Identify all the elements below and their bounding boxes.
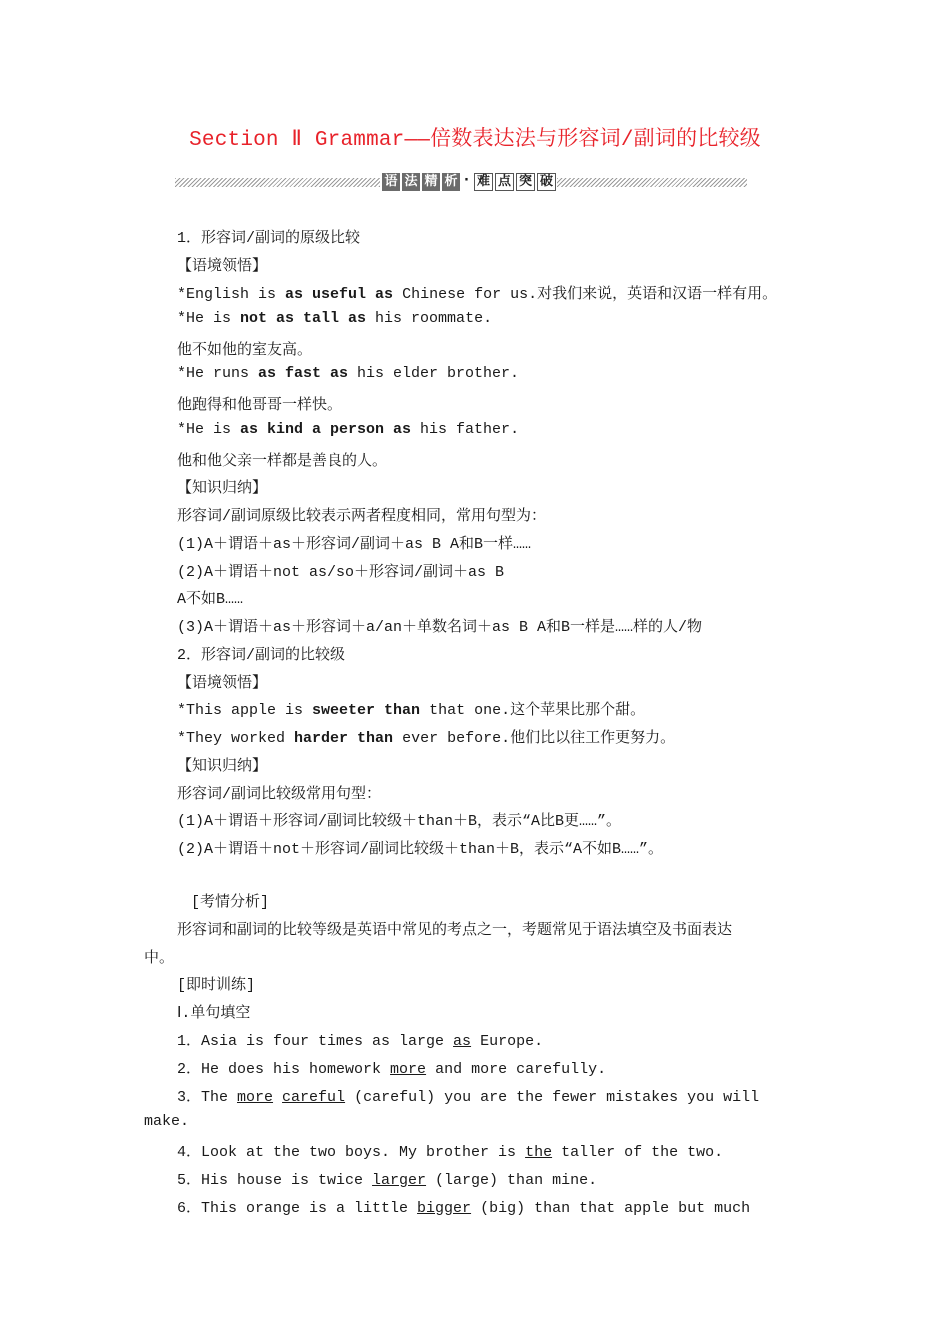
practice-part: Ⅰ.单句填空: [177, 1005, 251, 1022]
summary-text: 形容词/副词比较级常用句型：: [177, 786, 382, 803]
answer: as: [453, 1033, 472, 1050]
section-heading: 1．形容词/副词的原级比较: [177, 230, 361, 247]
example-sentence: *He runs as fast as his elder brother.: [177, 365, 520, 382]
summary-label: 【知识归纳】: [177, 480, 268, 497]
section-banner: [175, 172, 747, 194]
practice-label: [即时训练]: [177, 977, 256, 994]
tag-char: 析: [442, 173, 460, 191]
example-sentence: *He is not as tall as his roommate.: [177, 310, 493, 327]
example-sentence: *English is as useful as Chinese for us.对我们来说，英语和汉语一样有用。: [177, 286, 778, 303]
question: 5．His house is twice larger (large) than mine.: [177, 1172, 598, 1189]
example-sentence: *This apple is sweeter than that one.这个苹果比那个甜。: [177, 702, 646, 719]
tag-char: 突: [516, 173, 535, 191]
pattern: (1)A＋谓语＋形容词/副词比较级＋than＋B，表示“A比B更……”。: [177, 813, 622, 830]
pattern: (3)A＋谓语＋as＋形容词＋a/an＋单数名词＋as B A和B一样是……样的人/物: [177, 619, 703, 636]
banner-separator: ·: [464, 173, 469, 188]
tag-char: 语: [382, 173, 400, 191]
answer: bigger: [417, 1200, 472, 1217]
pattern: (1)A＋谓语＋as＋形容词/副词＋as B A和B一样……: [177, 536, 532, 553]
analysis-label: [考情分析]: [191, 894, 270, 911]
tag-char: 破: [537, 173, 556, 191]
banner-hatch-right: [557, 178, 747, 187]
example-sentence: *He is as kind a person as his father.: [177, 421, 520, 438]
tag-char: 点: [495, 173, 514, 191]
example-translation: 他和他父亲一样都是善良的人。: [177, 453, 388, 470]
section-heading: 2．形容词/副词的比较级: [177, 647, 346, 664]
pattern: (2)A＋谓语＋not as/so＋形容词/副词＋as B: [177, 564, 505, 581]
context-label: 【语境领悟】: [177, 675, 268, 692]
question: 4．Look at the two boys. My brother is the taller of the two.: [177, 1144, 724, 1161]
tag-char: 难: [474, 173, 493, 191]
analysis-text: 中。: [144, 950, 175, 967]
difficulty-breakthrough-tag: [474, 173, 556, 191]
page-title: Section Ⅱ Grammar——倍数表达法与形容词/副词的比较级: [189, 129, 761, 152]
answer: more: [390, 1061, 427, 1078]
grammar-analysis-tag: [382, 173, 460, 191]
pattern-translation: A不如B……: [177, 591, 244, 608]
question: 2．He does his homework more and more carefully.: [177, 1061, 607, 1078]
answer: careful: [282, 1089, 346, 1106]
example-sentence: *They worked harder than ever before.他们比以往工作更努力。: [177, 730, 676, 747]
example-translation: 他不如他的室友高。: [177, 342, 313, 359]
question: 6．This orange is a little bigger (big) than that apple but much: [177, 1200, 751, 1217]
summary-text: 形容词/副词原级比较表示两者程度相同，常用句型为：: [177, 508, 547, 525]
question: 1．Asia is four times as large as Europe.: [177, 1033, 544, 1050]
question-continuation: make.: [144, 1113, 190, 1130]
answer: larger: [372, 1172, 427, 1189]
banner-hatch-left: [175, 178, 380, 187]
answer: the: [525, 1144, 553, 1161]
tag-char: 精: [422, 173, 440, 191]
answer: more: [237, 1089, 274, 1106]
summary-label: 【知识归纳】: [177, 758, 268, 775]
analysis-text: 形容词和副词的比较等级是英语中常见的考点之一，考题常见于语法填空及书面表达: [177, 922, 733, 939]
context-label: 【语境领悟】: [177, 258, 268, 275]
example-translation: 他跑得和他哥哥一样快。: [177, 397, 343, 414]
pattern: (2)A＋谓语＋not＋形容词/副词比较级＋than＋B，表示“A不如B……”。: [177, 841, 664, 858]
question: 3．The more careful (careful) you are the fewer mistakes you will: [177, 1089, 760, 1106]
tag-char: 法: [402, 173, 420, 191]
